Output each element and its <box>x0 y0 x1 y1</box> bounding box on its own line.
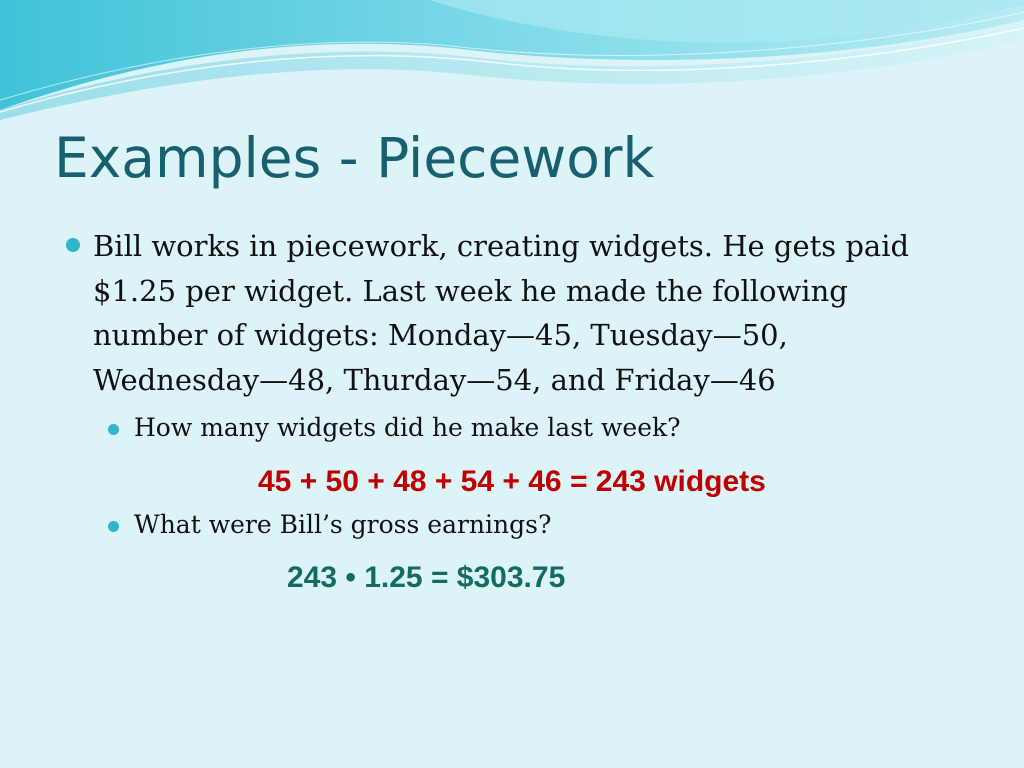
bullet-dot <box>66 238 80 252</box>
sub-bullet-dot <box>108 521 119 532</box>
bullet-line: $1.25 per widget. Last week he made the following <box>93 273 848 308</box>
answer-earnings: 243 • 1.25 = $303.75 <box>287 561 566 594</box>
page-title: Examples - Piecework <box>54 126 655 190</box>
wave-decoration <box>0 0 1024 130</box>
bullet-line: number of widgets: Monday—45, Tuesday—50, <box>93 318 788 352</box>
sub-bullet-dot <box>108 424 119 435</box>
question-earnings: What were Bill’s gross earnings? <box>134 510 552 539</box>
answer-widgets: 45 + 50 + 48 + 54 + 46 = 243 widgets <box>258 465 766 498</box>
bullet-line: Wednesday—48, Thurday—54, and Friday—46 <box>93 362 776 397</box>
bullet-line: Bill works in piecework, creating widgets. He gets paid <box>93 229 910 263</box>
main-bullet-text <box>93 224 973 402</box>
question-widgets: How many widgets did he make last week? <box>134 413 681 442</box>
